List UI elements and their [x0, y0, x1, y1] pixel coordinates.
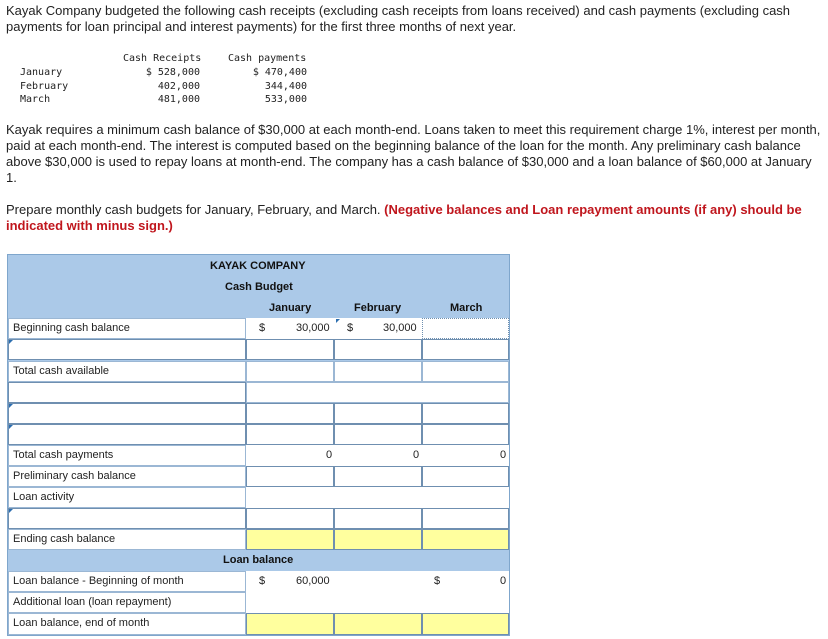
loan-item-february-input[interactable]	[334, 508, 422, 529]
loan-beginning-march: 0	[500, 575, 507, 587]
loan-end-january-input[interactable]	[246, 613, 334, 635]
month-header-february: February	[354, 302, 402, 314]
instruction	[6, 202, 822, 234]
label-additional-loan: Additional loan (loan repayment)	[8, 592, 246, 613]
total-available-march	[422, 361, 509, 382]
month-label: February	[20, 80, 69, 92]
preliminary-february-input[interactable]	[334, 466, 422, 487]
company-title: KAYAK COMPANY	[210, 260, 306, 272]
interest-february-input[interactable]	[334, 424, 422, 445]
receipts-value: 481,000	[157, 94, 200, 105]
receipts-february-input[interactable]	[334, 339, 422, 360]
currency-sign: $	[259, 322, 266, 334]
preliminary-january-input[interactable]	[246, 466, 334, 487]
month-label: January	[20, 67, 63, 78]
col-header-payments: Cash payments	[228, 53, 307, 64]
label-loan-end: Loan balance, end of month	[8, 613, 246, 635]
loan-beginning-january: 60,000	[296, 575, 330, 587]
label-loan-activity: Loan activity	[8, 487, 246, 508]
instruction-text: Prepare monthly cash budgets for January, February, and March.	[6, 202, 381, 217]
currency-sign: $	[434, 575, 441, 587]
label-loan-beginning: Loan balance - Beginning of month	[8, 571, 246, 592]
requirements-text: Kayak requires a minimum cash balance of $30,000 at each month-end. Loans taken to meet this requirement charge 1%, interest per month, paid at each month-end. The interest is computed based on the beginning balance of the loan for the month. Any preliminary cash balance above $30,000 is used to repay loans at month-end. The company has a cash balance of $30,000 and a loan balance of $60,000 at January 1.	[6, 122, 821, 185]
currency-sign: $	[259, 575, 266, 587]
total-payments-january: 0	[326, 449, 333, 461]
payment-item-february-input[interactable]	[334, 403, 422, 424]
loan-end-february-input[interactable]	[334, 613, 422, 635]
receipts-march-input[interactable]	[422, 339, 509, 360]
preliminary-march-input[interactable]	[422, 466, 509, 487]
receipts-value: 402,000	[157, 80, 200, 92]
month-header-january: January	[269, 302, 312, 314]
label-ending-cash: Ending cash balance	[8, 529, 246, 550]
payments-label-input[interactable]	[8, 382, 246, 403]
loan-item-march-input[interactable]	[422, 508, 509, 529]
loan-item-label-input[interactable]	[8, 508, 246, 529]
beginning-cash-january: 30,000	[296, 322, 330, 334]
intro-text: Kayak Company budgeted the following cash receipts (excluding cash receipts from loans received) and cash payments (excluding cash payments for loan principal and interest payments) for the first three months of next year.	[6, 3, 791, 34]
budget-title: Cash Budget	[225, 281, 293, 293]
loan-item-january-input[interactable]	[246, 508, 334, 529]
payment-item-label-input[interactable]	[8, 403, 246, 424]
total-payments-february: 0	[413, 449, 420, 461]
col-header-receipts: Cash Receipts	[123, 53, 202, 64]
label-total-payments: Total cash payments	[8, 445, 246, 466]
receipts-label-input[interactable]	[8, 339, 246, 360]
label-total-available: Total cash available	[8, 361, 246, 382]
cell-marker	[9, 509, 13, 513]
month-header-march: March	[450, 302, 483, 314]
payments-blank	[246, 382, 509, 403]
cell-marker	[336, 319, 340, 323]
beginning-cash-february: 30,000	[383, 322, 417, 334]
total-available-january	[246, 361, 334, 382]
loan-end-march-input[interactable]	[422, 613, 509, 635]
total-payments-march: 0	[500, 449, 507, 461]
cell-marker	[9, 340, 13, 344]
cell-marker	[9, 404, 13, 408]
payment-item-january-input[interactable]	[246, 403, 334, 424]
ending-cash-march-input[interactable]	[422, 529, 509, 550]
ending-cash-february-input[interactable]	[334, 529, 422, 550]
cash-budget-table	[7, 254, 510, 636]
instruction-note: (Negative balances and Loan repayment amounts (if any) should be indicated with minus sign.)	[6, 202, 802, 233]
interest-january-input[interactable]	[246, 424, 334, 445]
loan-balance-title: Loan balance	[223, 554, 294, 566]
receipts-value: $ 528,000	[145, 67, 200, 78]
beginning-cash-march-input[interactable]	[422, 318, 509, 339]
label-beginning-cash: Beginning cash balance	[8, 318, 246, 339]
interest-march-input[interactable]	[422, 424, 509, 445]
ending-cash-january-input[interactable]	[246, 529, 334, 550]
receipts-january-input[interactable]	[246, 339, 334, 360]
total-available-february	[334, 361, 422, 382]
additional-loan-row	[246, 592, 509, 613]
currency-sign: $	[347, 322, 354, 334]
month-label: March	[20, 94, 51, 105]
payments-value: 344,400	[264, 80, 307, 92]
payment-item-march-input[interactable]	[422, 403, 509, 424]
cell-marker	[9, 425, 13, 429]
payments-value: $ 470,400	[252, 67, 307, 78]
interest-label-input[interactable]	[8, 424, 246, 445]
label-preliminary: Preliminary cash balance	[8, 466, 246, 487]
payments-value: 533,000	[264, 94, 307, 105]
